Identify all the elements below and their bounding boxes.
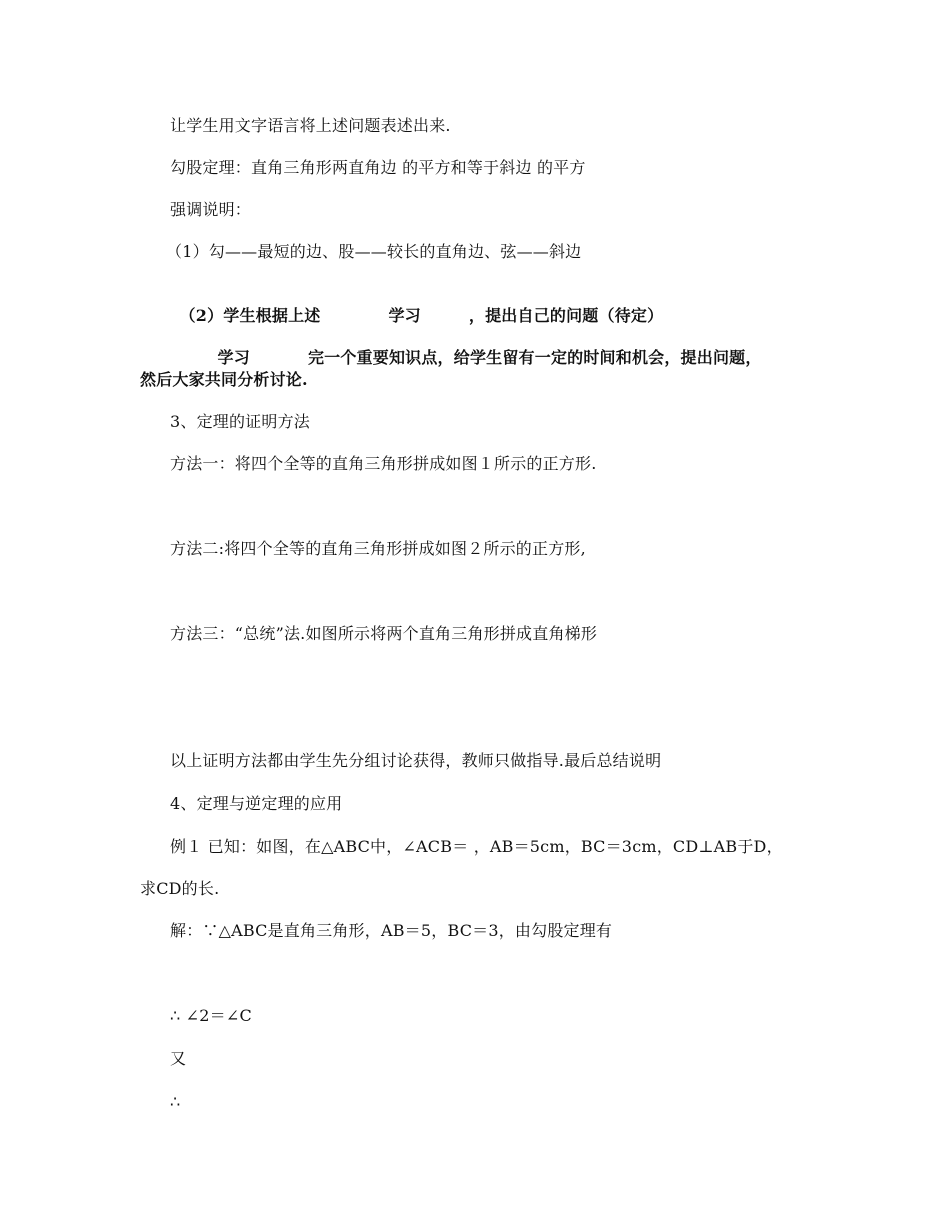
- emphasis-item-1: （1）勾——最短的边、股——较长的直角边、弦——斜边: [166, 242, 582, 261]
- section-4-title: 4、定理与逆定理的应用: [170, 794, 343, 813]
- therefore-line-1: ∴ ∠2＝∠C: [170, 1006, 252, 1025]
- section-3-title: 3、定理的证明方法: [170, 412, 310, 431]
- bold-paragraph-part-a: 学习: [217, 348, 250, 367]
- emphasis-item-2: [168, 286, 663, 326]
- paragraph-restate: 让学生用文字语言将上述问题表述出来.: [170, 116, 451, 135]
- emphasis-item-2-part-a: （2）学生根据上述: [179, 306, 321, 325]
- emphasis-item-2-part-b: 学习: [388, 306, 421, 325]
- emphasis-heading: 强调说明：: [170, 200, 252, 219]
- also-line: 又: [170, 1049, 187, 1068]
- example-1-line-1: 例１ 已知：如图，在△ABC中，∠ACB＝ ，AB＝5cm，BC＝3cm，CD⊥AB于D，: [170, 837, 783, 856]
- emphasis-item-2-part-c: ，提出自己的问题（待定）: [468, 306, 664, 325]
- solution-line: 解：∵△ABC是直角三角形，AB＝5，BC＝3，由勾股定理有: [170, 921, 613, 940]
- therefore-line-2: ∴: [170, 1092, 181, 1111]
- proof-method-1: 方法一：将四个全等的直角三角形拼成如图１所示的正方形.: [170, 454, 597, 473]
- bold-paragraph-line-1: [206, 328, 762, 368]
- bold-paragraph-part-b: 完一个重要知识点，给学生留有一定的时间和机会，提出问题，: [307, 348, 762, 367]
- example-1-line-2: 求CD的长.: [140, 879, 220, 898]
- pythagorean-theorem-statement: 勾股定理：直角三角形两直角边 的平方和等于斜边 的平方: [170, 158, 586, 177]
- proof-summary: 以上证明方法都由学生先分组讨论获得，教师只做指导.最后总结说明: [170, 751, 662, 770]
- bold-paragraph-line-2: 然后大家共同分析讨论.: [140, 370, 308, 389]
- proof-method-3: 方法三：“总统”法.如图所示将两个直角三角形拼成直角梯形: [170, 624, 598, 643]
- proof-method-2: 方法二:将四个全等的直角三角形拼成如图２所示的正方形,: [170, 539, 586, 558]
